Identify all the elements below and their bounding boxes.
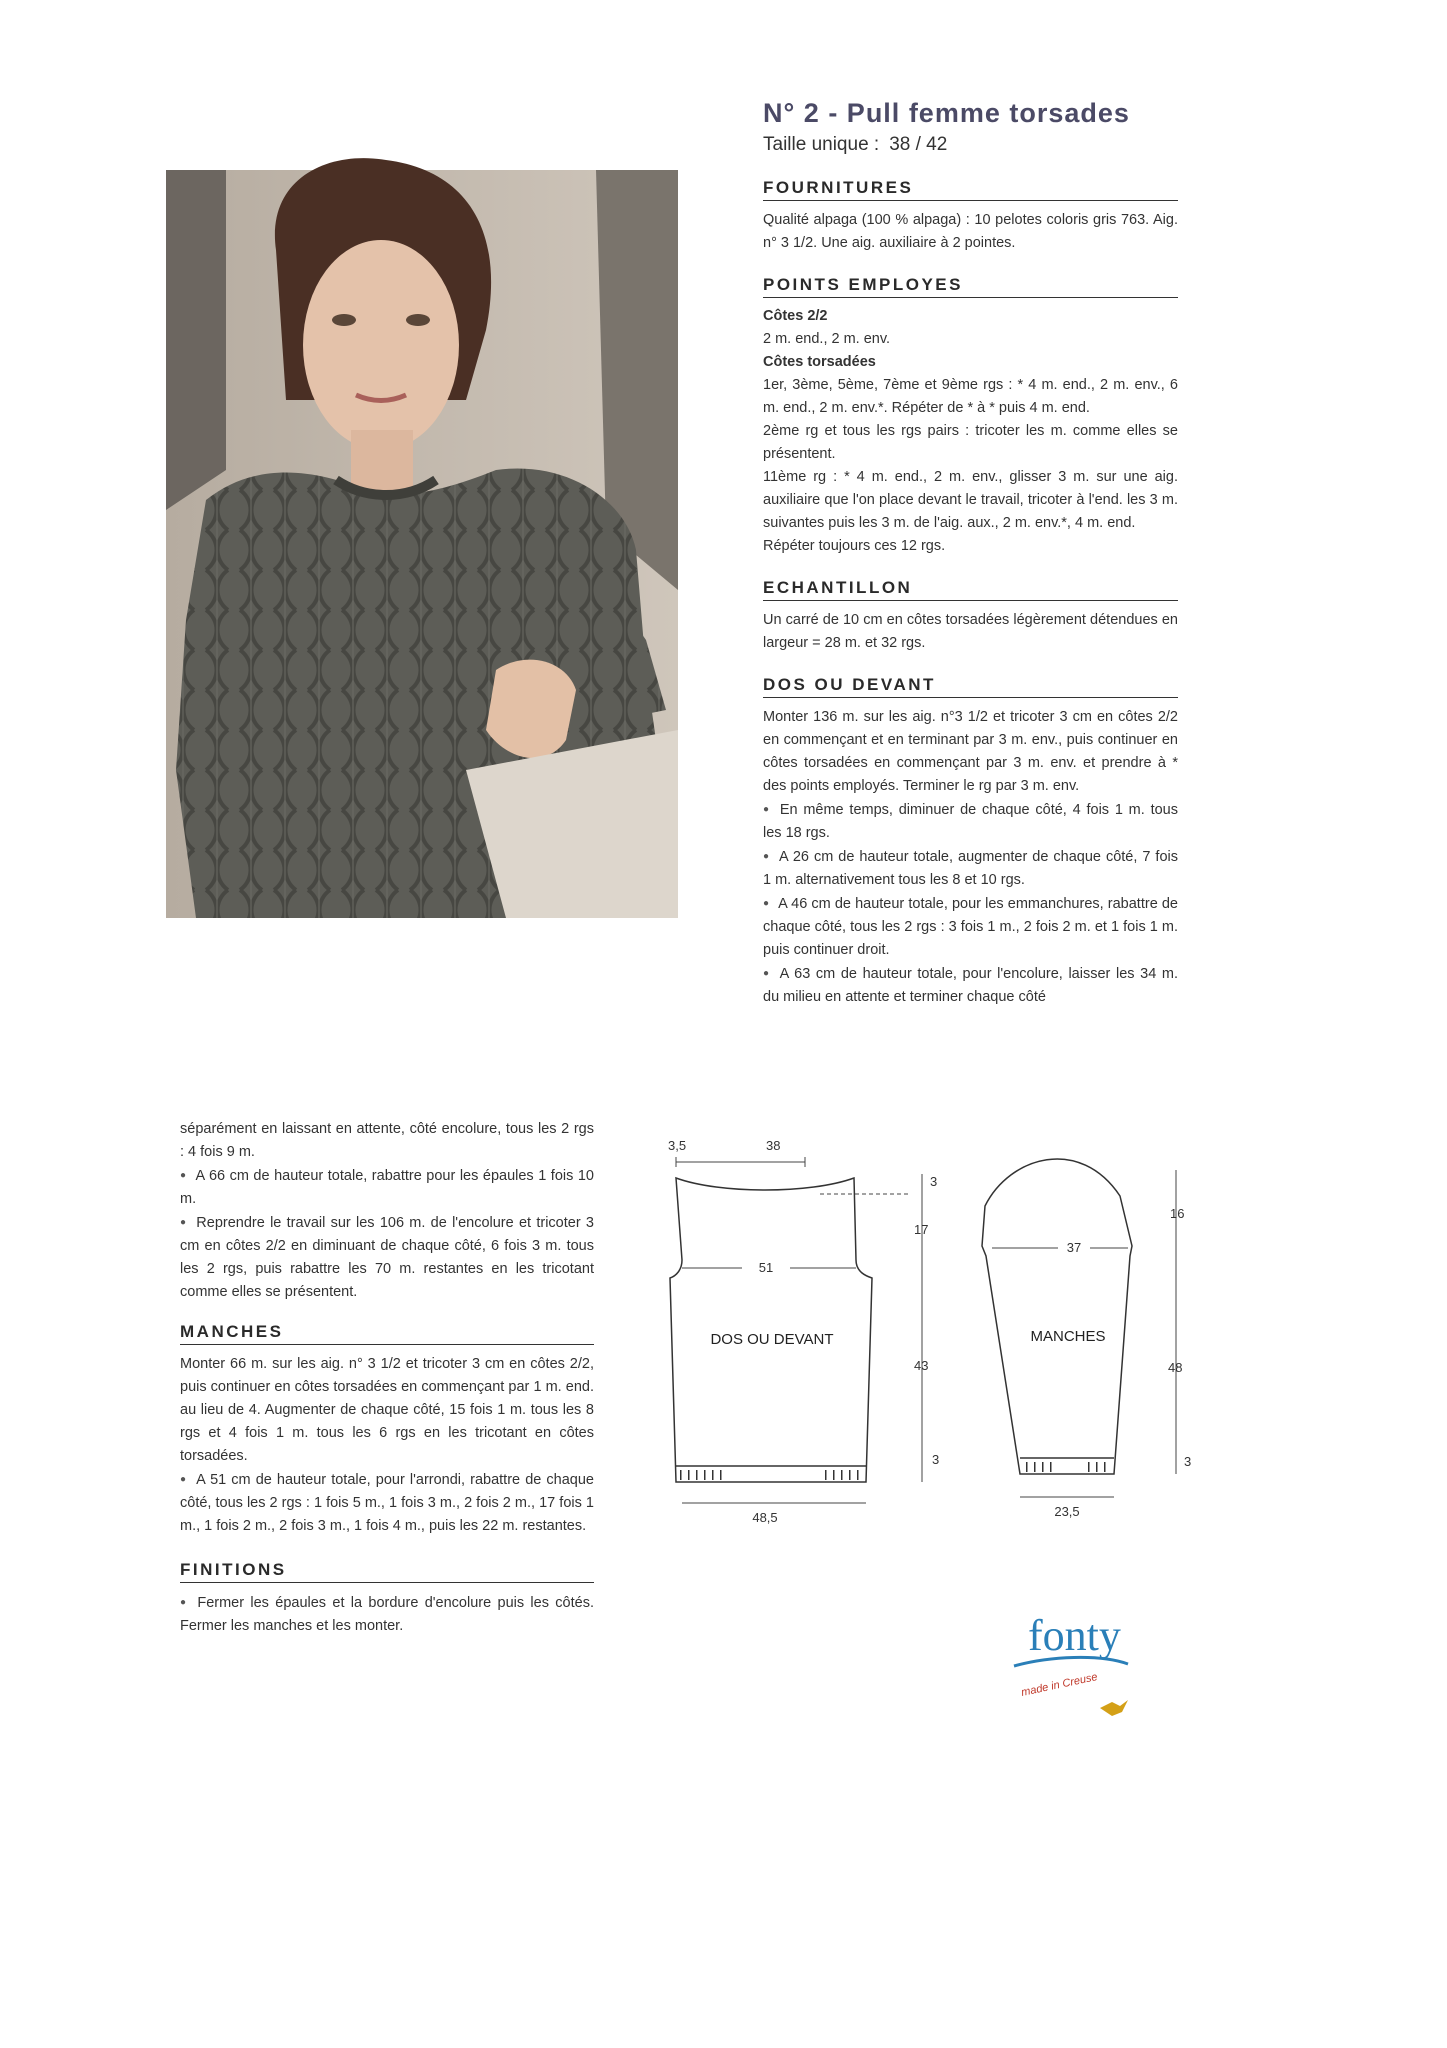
section-heading-finitions: FINITIONS xyxy=(180,1560,594,1583)
size-value: 38 / 42 xyxy=(889,134,948,155)
measure-body: 43 xyxy=(914,1358,929,1373)
dos-intro: Monter 136 m. sur les aig. n°3 1/2 et tricoter 3 cm en côtes 2/2 en commençant et en terminant par 3 m. env., puis continuer en côtes torsadées en commençant par 3 m. env. et prendre à * des points employés. Terminer le rg par 3 m. env. xyxy=(763,709,1178,794)
brand-name: fonty xyxy=(1028,1611,1121,1660)
sleeve-measure-width: 37 xyxy=(1066,1240,1082,1255)
fournitures-paragraph: Qualité alpaga (100 % alpaga) : 10 pelotes coloris gris 763. Aig. n° 3 1/2. Une aig. auxiliaire à 2 pointes. xyxy=(763,212,1178,251)
sleeve-outline xyxy=(982,1159,1132,1474)
pattern-title: N° 2 - Pull femme torsades xyxy=(763,98,1130,128)
body-outline xyxy=(670,1178,872,1482)
measure-rib: 3 xyxy=(932,1452,940,1467)
torsades-row-11: 11ème rg : * 4 m. end., 2 m. env., glisser 3 m. sur une aig. auxiliaire que l'on place devant le travail, tricoter à l'end. les 3 m. suivantes puis les 3 m. de l'aig. aux., 2 m. env.*, 4 m. end. xyxy=(763,469,1178,531)
section-heading-dos: DOS OU DEVANT xyxy=(763,675,1178,698)
dos-step-4: ● A 63 cm de hauteur totale, pour l'encolure, laisser les 34 m. du milieu en attente et terminer chaque côté xyxy=(763,962,1178,1009)
sleeve-measure-length: 48 xyxy=(1168,1360,1183,1375)
finitions-step-1: ● Fermer les épaules et la bordure d'encolure puis les côtés. Fermer les manches et les monter. xyxy=(180,1591,594,1638)
body-label: DOS OU DEVANT xyxy=(710,1331,834,1348)
cotes-text: 2 m. end., 2 m. env. xyxy=(763,331,891,347)
measure-width: 51 xyxy=(758,1260,774,1275)
dos-step-2: ● A 26 cm de hauteur totale, augmenter de chaque côté, 7 fois 1 m. alternativement tous les 8 et 10 rgs. xyxy=(763,845,1178,892)
right-column xyxy=(763,178,1178,1009)
sleeve-measure-top: 16 xyxy=(1170,1206,1185,1221)
dos-step-3: ● A 46 cm de hauteur totale, pour les emmanchures, rabattre de chaque côté, tous les 2 rgs : 3 fois 1 m., 2 fois 2 m. et 1 fois 1 m. puis continuer droit. xyxy=(763,892,1178,962)
measure-hem: 48,5 xyxy=(752,1510,778,1525)
measure-armhole: 17 xyxy=(914,1222,929,1237)
section-heading-manches: MANCHES xyxy=(180,1322,594,1345)
section-heading-echantillon: ECHANTILLON xyxy=(763,578,1178,601)
echantillon-paragraph: Un carré de 10 cm en côtes torsadées légèrement détendues en largeur = 28 m. et 32 rgs. xyxy=(763,612,1178,651)
manches-step-1: ● A 51 cm de hauteur totale, pour l'arrondi, rabattre de chaque côté, tous les 2 rgs : 1 fois 5 m., 1 fois 3 m., 2 fois 2 m., 17 fois 1 m., 1 fois 2 m., 2 fois 3 m., 1 fois 4 m., puis les 22 m. restantes. xyxy=(180,1468,594,1538)
dos-step-6: ● Reprendre le travail sur les 106 m. de l'encolure et tricoter 3 cm en côtes 2/2 en diminuant de chaque côté, 6 fois 3 m. tous les 2 rgs, puis rabattre les 70 m. restantes en les tricotant comme elles se présentent. xyxy=(180,1211,594,1304)
section-heading-points: POINTS EMPLOYES xyxy=(763,275,1178,298)
finitions-text xyxy=(180,1591,594,1638)
dos-text xyxy=(763,706,1178,1009)
left-column xyxy=(180,1118,594,1638)
measure-shoulder: 3,5 xyxy=(668,1138,687,1153)
fournitures-text xyxy=(763,209,1178,255)
schematic-diagram xyxy=(660,1136,1220,1525)
dos-step-5: ● A 66 cm de hauteur totale, rabattre pour les épaules 1 fois 10 m. xyxy=(180,1164,594,1211)
bird-icon xyxy=(1100,1700,1128,1716)
manches-intro: Monter 66 m. sur les aig. n° 3 1/2 et tricoter 3 cm en côtes 2/2, puis continuer en côtes torsadées en commençant par 1 m. end. au lieu de 4. Augmenter de chaque côté, 15 fois 1 m. tous les 8 rgs et 4 fois 1 m. tous les 6 rgs en les tricotant en côtes torsadées. xyxy=(180,1356,594,1464)
sleeve-measure-cuff: 23,5 xyxy=(1054,1504,1080,1519)
echantillon-text xyxy=(763,609,1178,655)
measure-top: 3 xyxy=(930,1174,938,1189)
model-photo xyxy=(166,170,678,918)
dos-continuation: séparément en laissant en attente, côté encolure, tous les 2 rgs : 4 fois 9 m. xyxy=(180,1121,594,1160)
dos-step-1: ● En même temps, diminuer de chaque côté, 4 fois 1 m. tous les 18 rgs. xyxy=(763,798,1178,845)
sleeve-measure-rib: 3 xyxy=(1184,1454,1192,1469)
torsades-title: Côtes torsadées xyxy=(763,354,876,370)
manches-text xyxy=(180,1353,594,1538)
sleeve-label: MANCHES xyxy=(1030,1328,1106,1345)
brand-tagline: made in Creuse xyxy=(1020,1671,1099,1699)
measure-neck: 38 xyxy=(766,1138,781,1153)
size-line xyxy=(763,134,947,156)
cotes-title: Côtes 2/2 xyxy=(763,308,828,324)
torsades-repeat: Répéter toujours ces 12 rgs. xyxy=(763,538,946,554)
torsades-rows-even: 2ème rg et tous les rgs pairs : tricoter les m. comme elles se présentent. xyxy=(763,423,1178,462)
section-heading-fournitures: FOURNITURES xyxy=(763,178,1178,201)
brand-logo xyxy=(1000,1606,1150,1726)
torsades-rows-odd: 1er, 3ème, 5ème, 7ème et 9ème rgs : * 4 m. end., 2 m. env., 6 m. end., 2 m. env.*. Répéter de * à * puis 4 m. end. xyxy=(763,377,1178,416)
dos-continued xyxy=(180,1118,594,1304)
points-text xyxy=(763,305,1178,558)
size-label: Taille unique : xyxy=(763,134,880,155)
